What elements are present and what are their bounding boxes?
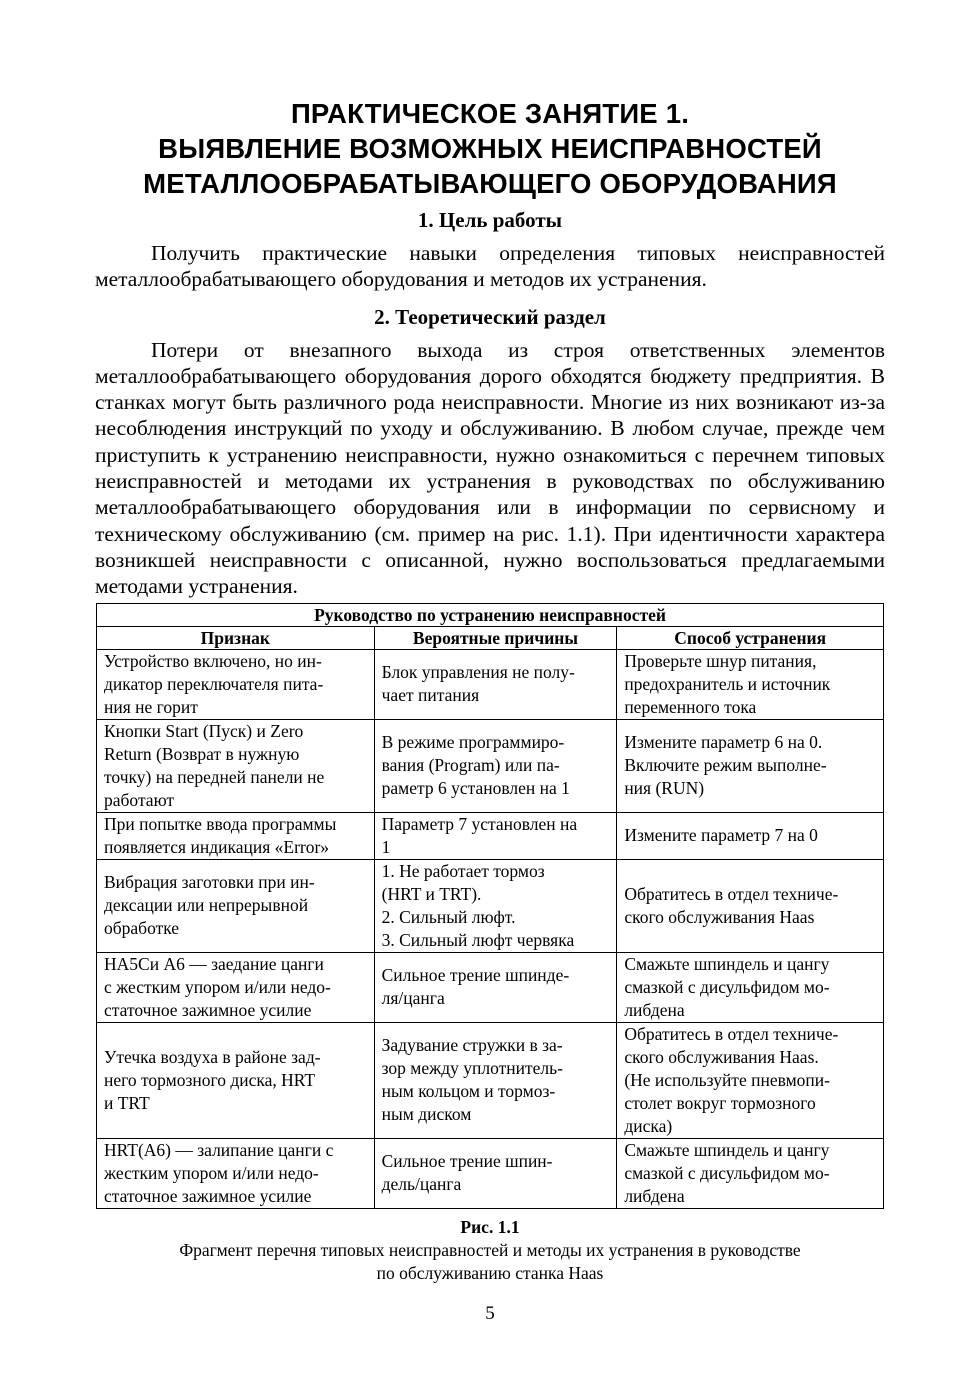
symptom-cell-line: HA5Cи A6 — заедание цанги	[104, 953, 324, 974]
cause-cell-line: чает питания	[381, 685, 480, 706]
cause-cell	[374, 1022, 617, 1138]
section2-text: Потери от внезапного выхода из строя ответственных элементов металлообрабатывающего оборудования дорого обходятся бюджету предприятия. В станках могут быть различного рода неисправности. Многие из них возникают из-за несоблюдения инструкций по уходу и обслуживанию. В любом случае, прежде чем приступить к устранению неисправности, нужно ознакомиться с перечнем типовых неисправностей и методами их устранения в руководствах по обслуживанию металлообрабатывающего оборудования или в информации по сервисному и техническому обслуживанию (см. пример на рис. 1.1). При идентичности характера возникшей неисправности с описанной, нужно воспользоваться предлагаемыми методами устранения.	[95, 337, 885, 599]
symptom-cell	[97, 859, 375, 952]
remedy-cell-line: Обратитесь в отдел техниче-	[624, 1023, 839, 1044]
title-line-3: МЕТАЛЛООБРАБАТЫВАЮЩЕГО ОБОРУДОВАНИЯ	[143, 168, 837, 199]
symptom-cell-line: него тормозного диска, HRT	[104, 1069, 316, 1090]
symptom-cell-line: обработке	[104, 918, 180, 939]
table-row	[97, 1138, 884, 1208]
symptom-cell-line: Кнопки Start (Пуск) и Zero	[104, 720, 304, 741]
remedy-cell-line: диска)	[624, 1115, 673, 1136]
cause-cell-line: раметр 6 установлен на 1	[381, 778, 570, 799]
remedy-cell-line: смазкой с дисульфидом мо-	[624, 1162, 830, 1183]
cause-cell-line: 2. Сильный люфт.	[381, 906, 516, 927]
symptom-cell	[97, 719, 375, 812]
cause-cell-line: 1. Не работает тормоз	[381, 860, 545, 881]
symptom-cell-line: дексации или непрерывной	[104, 895, 309, 916]
symptom-cell	[97, 952, 375, 1022]
section1-heading: 1. Цель работы	[417, 208, 563, 232]
remedy-cell-line: либдена	[624, 999, 685, 1020]
remedy-cell	[617, 649, 884, 719]
remedy-cell-line: Смажьте шпиндель и цангу	[624, 1139, 830, 1160]
title-line-1: ПРАКТИЧЕСКОЕ ЗАНЯТИЕ 1.	[290, 98, 690, 129]
symptom-cell-line: точку) на передней панели не	[104, 766, 325, 787]
remedy-cell	[617, 859, 884, 952]
symptom-cell-line: и TRT	[104, 1092, 150, 1113]
symptom-cell	[97, 649, 375, 719]
cause-cell-line: ным диском	[381, 1104, 472, 1125]
remedy-cell-line: смазкой с дисульфидом мо-	[624, 976, 830, 997]
symptom-cell-line: жестким упором и/или недо-	[104, 1162, 319, 1183]
cause-cell-line: Параметр 7 установлен на	[381, 813, 578, 834]
remedy-cell-line: Измените параметр 7 на 0	[624, 825, 818, 846]
cause-cell-line: Задувание стружки в за-	[381, 1035, 563, 1056]
symptom-cell	[97, 1022, 375, 1138]
remedy-cell-line: столет вокруг тормозного	[624, 1092, 816, 1113]
column-header-symptom: Признак	[97, 626, 375, 649]
remedy-cell	[617, 719, 884, 812]
cause-cell-line: вания (Program) или па-	[381, 755, 560, 776]
page-title	[95, 96, 885, 201]
remedy-cell-line: Измените параметр 6 на 0.	[624, 732, 823, 753]
cause-cell-line: Блок управления не полу-	[381, 662, 575, 683]
remedy-cell-line: Проверьте шнур питания,	[624, 650, 817, 671]
figure-caption	[95, 1216, 885, 1285]
cause-cell	[374, 1138, 617, 1208]
cause-cell	[374, 859, 617, 952]
caption-title: Рис. 1.1	[460, 1216, 520, 1237]
caption-line-2: по обслуживанию станка Haas	[376, 1262, 604, 1283]
remedy-cell-line: предохранитель и источник	[624, 673, 831, 694]
symptom-cell-line: дикатор переключателя пита-	[104, 673, 324, 694]
remedy-cell	[617, 812, 884, 859]
cause-cell-line: 1	[381, 836, 391, 857]
table-row	[97, 859, 884, 952]
table-row	[97, 1022, 884, 1138]
cause-cell-line: дель/цанга	[381, 1174, 462, 1195]
table-row	[97, 812, 884, 859]
cause-cell-line: (HRT и TRT).	[381, 883, 482, 904]
page-number: 5	[485, 1303, 495, 1324]
remedy-cell	[617, 1138, 884, 1208]
cause-cell-line: Сильное трение шпин-	[381, 1151, 553, 1172]
symptom-cell-line: с жестким упором и/или недо-	[104, 976, 331, 997]
symptom-cell	[97, 1138, 375, 1208]
table-title: Руководство по устранению неисправностей	[97, 603, 884, 626]
remedy-cell-line: ского обслуживания Haas.	[624, 1046, 819, 1067]
section1-text: Получить практические навыки определения типовых неисправностей металлообрабатывающего оборудования и методов их устранения.	[95, 241, 885, 292]
table-row	[97, 649, 884, 719]
column-header-cause: Вероятные причины	[374, 626, 617, 649]
table-row	[97, 952, 884, 1022]
remedy-cell-line: переменного тока	[624, 696, 757, 717]
cause-cell	[374, 812, 617, 859]
troubleshooting-table	[96, 603, 884, 1209]
symptom-cell-line: ния не горит	[104, 696, 198, 717]
symptom-cell-line: статочное зажимное усилие	[104, 999, 312, 1020]
caption-line-1: Фрагмент перечня типовых неисправностей и методы их устранения в руководстве	[179, 1239, 801, 1260]
remedy-cell-line: (Не используйте пневмопи-	[624, 1069, 830, 1090]
remedy-cell-line: ского обслуживания Haas	[624, 906, 815, 927]
table-body	[97, 649, 884, 1208]
symptom-cell-line: статочное зажимное усилие	[104, 1185, 312, 1206]
remedy-cell	[617, 952, 884, 1022]
remedy-cell	[617, 1022, 884, 1138]
cause-cell-line: Сильное трение шпинде-	[381, 965, 570, 986]
cause-cell-line: В режиме программиро-	[381, 732, 565, 753]
symptom-cell-line: Вибрация заготовки при ин-	[104, 872, 315, 893]
remedy-cell-line: Обратитесь в отдел техниче-	[624, 883, 839, 904]
remedy-cell-line: ния (RUN)	[624, 778, 705, 799]
remedy-cell-line: Включите режим выполне-	[624, 755, 827, 776]
column-header-remedy: Способ устранения	[617, 626, 884, 649]
cause-cell	[374, 649, 617, 719]
cause-cell-line: зор между уплотнитель-	[381, 1058, 563, 1079]
cause-cell	[374, 719, 617, 812]
symptom-cell-line: При попытке ввода программы	[104, 813, 337, 834]
symptom-cell-line: HRT(A6) — залипание цанги с	[104, 1139, 334, 1160]
symptom-cell-line: работают	[104, 789, 175, 810]
cause-cell	[374, 952, 617, 1022]
title-line-2: ВЫЯВЛЕНИЕ ВОЗМОЖНЫХ НЕИСПРАВНОСТЕЙ	[158, 133, 822, 164]
remedy-cell-line: либдена	[624, 1185, 685, 1206]
cause-cell-line: ным кольцом и тормоз-	[381, 1081, 556, 1102]
table-row	[97, 719, 884, 812]
symptom-cell-line: Return (Возврат в нужную	[104, 743, 300, 764]
symptom-cell-line: Утечка воздуха в районе зад-	[104, 1046, 321, 1067]
remedy-cell-line: Смажьте шпиндель и цангу	[624, 953, 830, 974]
symptom-cell-line: появляется индикация «Error»	[104, 836, 330, 857]
cause-cell-line: 3. Сильный люфт червяка	[381, 929, 575, 950]
document-page	[95, 96, 885, 1285]
cause-cell-line: ля/цанга	[381, 988, 445, 1009]
symptom-cell	[97, 812, 375, 859]
symptom-cell-line: Устройство включено, но ин-	[104, 650, 322, 671]
section2-heading: 2. Теоретический раздел	[374, 304, 606, 329]
